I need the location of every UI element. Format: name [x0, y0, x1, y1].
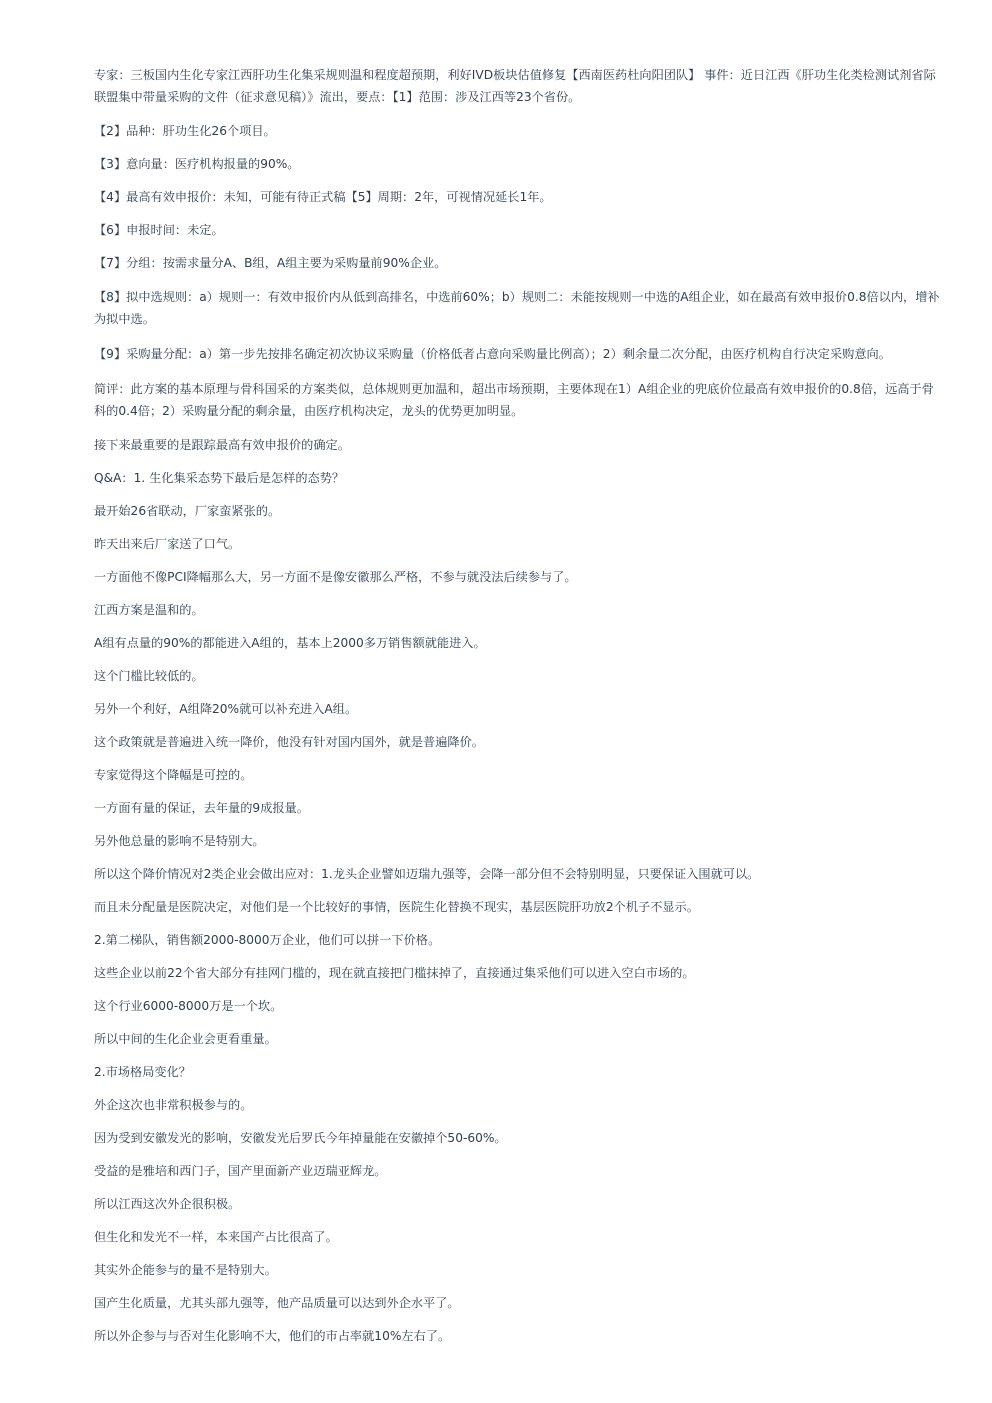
paragraph: 另外他总量的影响不是特别大。 [94, 834, 265, 848]
paragraph-review: 简评：此方案的基本原理与骨科国采的方案类似，总体规则更加温和，超出市场预期，主要体现在1）A组企业的兜底价位最高有效申报价的0.8倍，远高于骨科的0.4倍；2）采购量分配的剩余量，由医疗机构决定，龙头的优势更加明显。 [94, 382, 934, 418]
paragraph: 这个门槛比较低的。 [94, 669, 204, 683]
paragraph: 这个行业6000-8000万是一个坎。 [94, 999, 283, 1013]
paragraph: 【6】申报时间：未定。 [94, 223, 224, 237]
paragraph: 这些企业以前22个省大部分有挂网门槛的，现在就直接把门槛抹掉了，直接通过集采他们可以进入空白市场的。 [94, 966, 695, 980]
paragraph: 受益的是雅培和西门子，国产里面新产业迈瑞亚辉龙。 [94, 1164, 387, 1178]
paragraph: 昨天出来后厂家送了口气。 [94, 537, 241, 551]
paragraph: 一方面有量的保证，去年量的9成报量。 [94, 801, 309, 815]
paragraph: 【3】意向量：医疗机构报量的90%。 [94, 157, 300, 171]
paragraph: 【9】采购量分配：a）第一步先按排名确定初次协议采购量（价格低者占意向采购量比例高）；2）剩余量二次分配，由医疗机构自行决定采购意向。 [94, 347, 891, 361]
paragraph: 【8】拟中选规则：a）规则一：有效申报价内从低到高排名，中选前60%；b）规则二：未能按规则一中选的A组企业，如在最高有效申报价0.8倍以内，增补为拟中选。 [94, 290, 940, 326]
paragraph: 最开始26省联动，厂家蛮紧张的。 [94, 504, 281, 518]
paragraph: 所以江西这次外企很积极。 [94, 1197, 241, 1211]
paragraph: A组有点量的90%的都能进入A组的，基本上2000多万销售额就能进入。 [94, 636, 486, 650]
paragraph: 这个政策就是普遍进入统一降价，他没有针对国内国外，就是普遍降价。 [94, 735, 484, 749]
paragraph: 但生化和发光不一样，本来国产占比很高了。 [94, 1230, 338, 1244]
paragraph: 接下来最重要的是跟踪最高有效申报价的确定。 [94, 438, 350, 452]
paragraph: 而且未分配量是医院决定，对他们是一个比较好的事情，医院生化替换不现实，基层医院肝功放2个机子不显示。 [94, 900, 699, 914]
paragraph: 因为受到安徽发光的影响，安徽发光后罗氏今年掉量能在安徽掉个50-60%。 [94, 1131, 507, 1145]
qa-heading: 2.市场格局变化？ [94, 1065, 191, 1079]
paragraph: 江西方案是温和的。 [94, 603, 204, 617]
paragraph: 所以中间的生化企业会更看重量。 [94, 1032, 277, 1046]
paragraph: 一方面他不像PCI降幅那么大，另一方面不是像安徽那么严格，不参与就没法后续参与了。 [94, 570, 577, 584]
paragraph: 所以外企参与与否对生化影响不大，他们的市占率就10%左右了。 [94, 1329, 451, 1343]
paragraph: 国产生化质量，尤其头部九强等，他产品质量可以达到外企水平了。 [94, 1296, 460, 1310]
paragraph: 外企这次也非常积极参与的。 [94, 1098, 253, 1112]
paragraph: 【4】最高有效申报价：未知，可能有待正式稿【5】周期：2年，可视情况延长1年。 [94, 190, 552, 204]
paragraph: 2.第二梯队，销售额2000-8000万企业，他们可以拼一下价格。 [94, 933, 441, 947]
paragraph: 其实外企能参与的量不是特别大。 [94, 1263, 277, 1277]
paragraph-intro: 专家：三板国内生化专家江西肝功生化集采规则温和程度超预期，利好IVD板块估值修复【西南医药杜向阳团队】 事件：近日江西《肝功生化类检测试剂省际联盟集中带量采购的文件（征求意见稿）》流出，要点：【1】范围：涉及江西等23个省份。 [94, 68, 936, 104]
paragraph: 【2】品种：肝功生化26个项目。 [94, 124, 276, 138]
paragraph: 专家觉得这个降幅是可控的。 [94, 768, 253, 782]
paragraph: 【7】分组：按需求量分A、B组，A组主要为采购量前90%企业。 [94, 256, 447, 270]
paragraph: 所以这个降价情况对2类企业会做出应对：1.龙头企业譬如迈瑞九强等，会降一部分但不会特别明显，只要保证入围就可以。 [94, 867, 760, 881]
paragraph: 另外一个利好，A组降20%就可以补充进入A组。 [94, 702, 358, 716]
qa-heading: Q&A：1. 生化集采态势下最后是怎样的态势？ [94, 471, 345, 485]
